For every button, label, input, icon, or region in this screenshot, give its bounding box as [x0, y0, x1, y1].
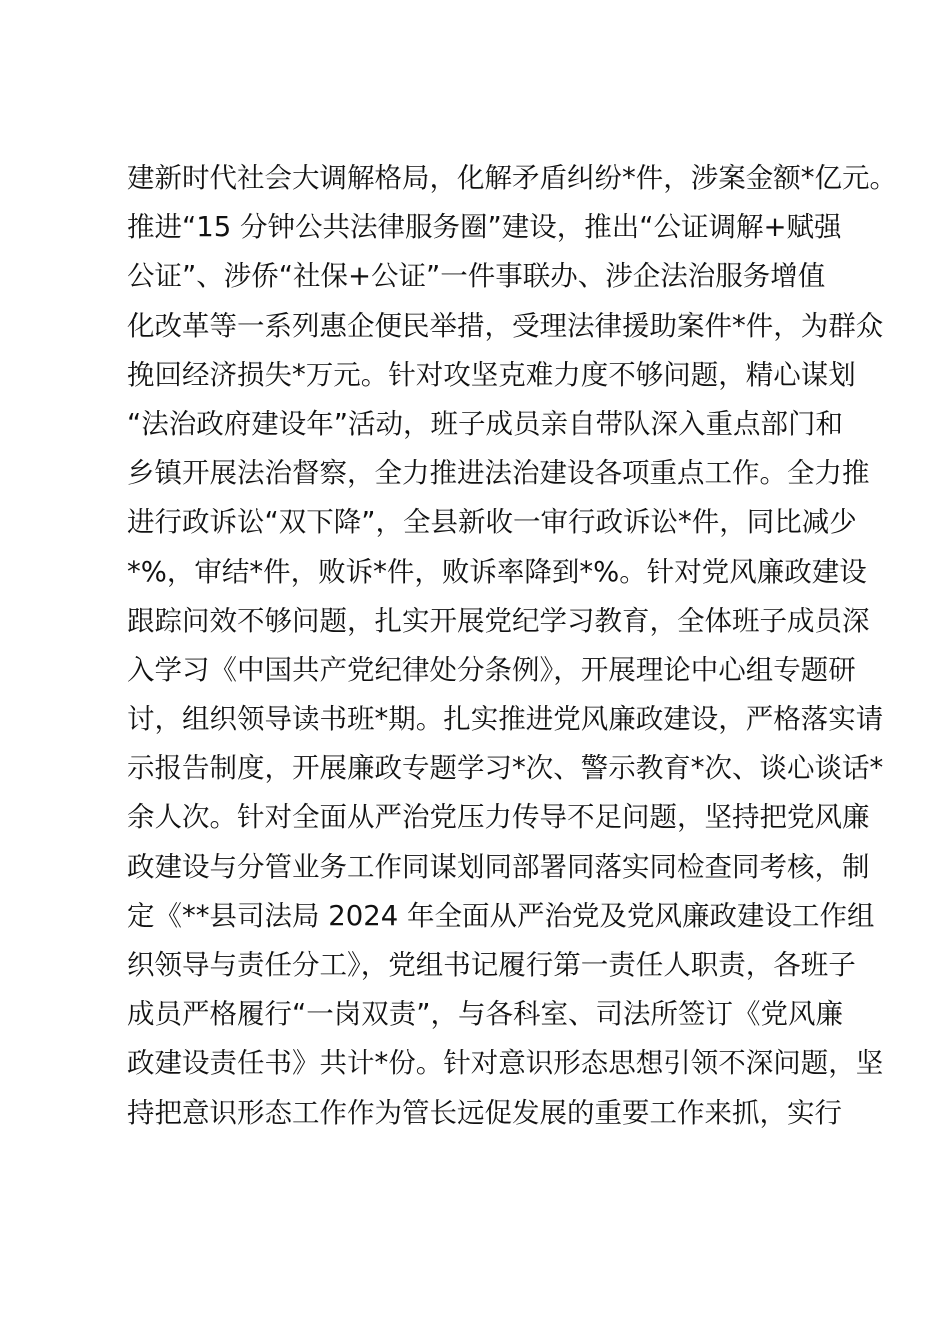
- text-line: 讨，组织领导读书班*期。扎实推进党风廉政建设，严格落实请: [127, 703, 884, 736]
- body-paragraph: [127, 154, 897, 1138]
- text-line: 推进“15 分钟公共法律服务圈”建设，推出“公证调解+赋强: [127, 211, 842, 244]
- text-line: 公证”、涉侨“社保+公证”一件事联办、涉企法治服务增值: [127, 260, 826, 293]
- text-line: 余人次。针对全面从严治党压力传导不足问题，坚持把党风廉: [127, 801, 870, 834]
- text-line: 建新时代社会大调解格局，化解矛盾纠纷*件，涉案金额*亿元。: [127, 162, 897, 194]
- text-line: 持把意识形态工作作为管长远促发展的重要工作来抓，实行: [127, 1096, 842, 1129]
- text-line: *%，审结*件，败诉*件，败诉率降到*%。针对党风廉政建设: [127, 555, 867, 588]
- text-line: 示报告制度，开展廉政专题学习*次、警示教育*次、谈心谈话*: [127, 752, 884, 785]
- text-line: 化改革等一系列惠企便民举措，受理法律援助案件*件，为群众: [127, 309, 884, 342]
- text-line: 乡镇开展法治督察，全力推进法治建设各项重点工作。全力推: [127, 457, 870, 490]
- text-line: 定《**县司法局 2024 年全面从严治党及党风廉政建设工作组: [127, 899, 875, 932]
- text-line: 进行政诉讼“双下降”，全县新收一审行政诉讼*件，同比减少: [127, 506, 857, 539]
- text-line: 跟踪问效不够问题，扎实开展党纪学习教育，全体班子成员深: [127, 604, 870, 637]
- text-line: 政建设与分管业务工作同谋划同部署同落实同检查同考核，制: [127, 850, 870, 883]
- text-line: “法治政府建设年”活动，班子成员亲自带队深入重点部门和: [127, 407, 843, 440]
- text-line: 挽回经济损失*万元。针对攻坚克难力度不够问题，精心谋划: [127, 358, 856, 391]
- text-line: 成员严格履行“一岗双责”，与各科室、司法所签订《党风廉: [127, 998, 843, 1031]
- text-line: 入学习《中国共产党纪律处分条例》，开展理论中心组专题研: [127, 653, 856, 686]
- text-line: 政建设责任书》共计*份。针对意识形态思想引领不深问题，坚: [127, 1047, 884, 1080]
- text-line: 织领导与责任分工》，党组书记履行第一责任人职责，各班子: [127, 949, 856, 981]
